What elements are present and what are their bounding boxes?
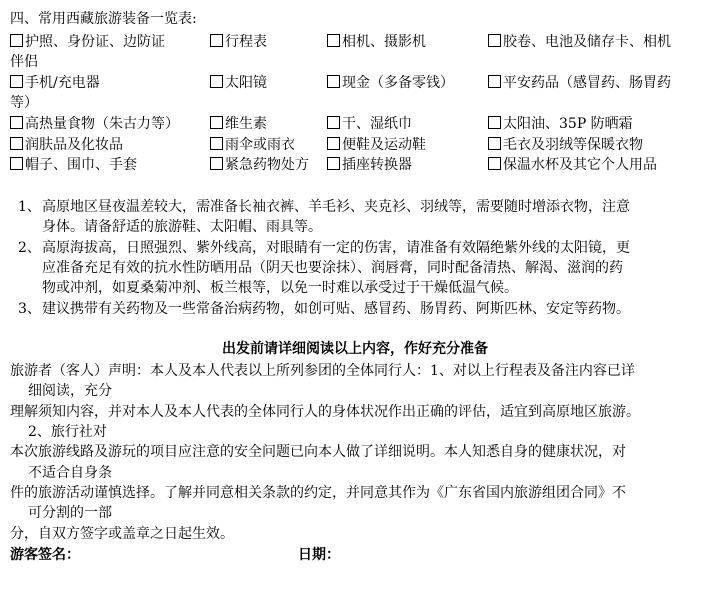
- checkbox[interactable]: [488, 75, 501, 88]
- checkbox[interactable]: [10, 116, 23, 129]
- declaration-text: 2、旅行社对: [28, 424, 107, 440]
- checklist-item[interactable]: 毛衣及羽绒等保暖衣物: [488, 134, 643, 154]
- declaration-text: 可分割的一部: [28, 505, 112, 521]
- checklist-item[interactable]: 护照、身份证、边防证: [10, 31, 165, 51]
- checklist-item[interactable]: 紧急药物处方: [210, 154, 309, 174]
- checkbox[interactable]: [10, 137, 23, 150]
- checkbox[interactable]: [10, 34, 23, 47]
- checkbox[interactable]: [327, 116, 340, 129]
- declaration-text: 本次旅游线路及游玩的项目应注意的安全问题已向本人做了详细说明。本人知悉自身的健康状况，对: [10, 444, 626, 460]
- checklist-item[interactable]: 太阳镜: [210, 72, 267, 92]
- declaration-text: 分，自双方签字或盖章之日起生效。: [10, 526, 234, 542]
- checkbox[interactable]: [488, 116, 501, 129]
- checkbox[interactable]: [210, 157, 223, 170]
- checkbox[interactable]: [327, 157, 340, 170]
- note-text: 应准备充足有效的抗水性防晒用品（阴天也要涂抹）、润唇膏，同时配备清热、解渴、滋润的药: [42, 260, 623, 276]
- checklist-item[interactable]: 手机/充电器: [10, 72, 100, 92]
- note-text: 高原海拔高，日照强烈、紫外线高，对眼睛有一定的伤害，请准备有效隔绝紫外线的太阳镜，更: [42, 240, 630, 256]
- declaration-text: 细阅读，充分: [28, 383, 112, 399]
- checklist-item[interactable]: 帽子、围巾、手套: [10, 154, 137, 174]
- checkbox[interactable]: [327, 137, 340, 150]
- declaration-text: 旅游者（客人）声明：本人及本人代表以上所列参团的全体同行人：1、对以上行程表及备注内容已详: [10, 363, 635, 379]
- checkbox[interactable]: [327, 34, 340, 47]
- note-number: 1、: [18, 199, 41, 215]
- checkbox[interactable]: [210, 34, 223, 47]
- checklist-item[interactable]: 插座转换器: [327, 154, 412, 174]
- checkbox[interactable]: [488, 137, 501, 150]
- checklist-item[interactable]: 平安药品（感冒药、肠胃药: [488, 72, 671, 92]
- section-title: 四、常用西藏旅游装备一览表:: [10, 11, 197, 27]
- checklist-item[interactable]: 胶卷、电池及储存卡、相机: [488, 31, 671, 51]
- checklist-item[interactable]: 维生素: [210, 113, 267, 133]
- note-text: 物或冲剂，如夏桑菊冲剂、板兰根等，以免一时难以承受过于干燥低温气候。: [42, 280, 518, 296]
- note-number: 2、: [18, 240, 41, 256]
- checklist-item[interactable]: 太阳油、35P 防晒霜: [488, 113, 633, 133]
- date-label: 日期：: [298, 547, 340, 563]
- checkbox[interactable]: [327, 75, 340, 88]
- checkbox[interactable]: [488, 34, 501, 47]
- checklist-item[interactable]: 便鞋及运动鞋: [327, 134, 426, 154]
- checklist-item[interactable]: 保温水杯及其它个人用品: [488, 154, 657, 174]
- checklist-item[interactable]: 高热量食物（朱古力等）: [10, 113, 179, 133]
- checkbox[interactable]: [10, 157, 23, 170]
- checkbox[interactable]: [210, 137, 223, 150]
- checklist-wrap-text: 伴侣: [10, 54, 38, 70]
- note-text: 高原地区昼夜温差较大，需准备长袖衣裤、羊毛衫、夹克衫、羽绒等，需要随时增添衣物，注意: [42, 199, 630, 215]
- declaration-text: 件的旅游活动谨慎选择。了解并同意相关条款的约定，并同意其作为《广东省国内旅游组团合同》不: [10, 485, 626, 501]
- checkbox[interactable]: [210, 116, 223, 129]
- checkbox[interactable]: [210, 75, 223, 88]
- checklist-item[interactable]: 润肤品及化妆品: [10, 134, 123, 154]
- checkbox[interactable]: [10, 75, 23, 88]
- note-number: 3、: [18, 301, 41, 317]
- declaration-text: 不适合自身条: [28, 465, 112, 481]
- checklist-item[interactable]: 干、湿纸巾: [327, 113, 412, 133]
- checklist-wrap-text: 等）: [10, 95, 38, 111]
- checklist-item[interactable]: 现金（多备零钱）: [327, 72, 454, 92]
- declaration-text: 理解须知内容，并对本人及本人代表的全体同行人的身体状况作出正确的评估，适宜到高原地区旅游。: [10, 404, 640, 420]
- checklist-item[interactable]: 相机、摄影机: [327, 31, 426, 51]
- signature-label: 游客签名：: [10, 547, 80, 563]
- checklist-item[interactable]: 行程表: [210, 31, 267, 51]
- checkbox[interactable]: [488, 157, 501, 170]
- checklist-item[interactable]: 雨伞或雨衣: [210, 134, 295, 154]
- note-text: 身体。请备舒适的旅游鞋、太阳帽、雨具等。: [42, 219, 322, 235]
- page-heading: 出发前请详细阅读以上内容，作好充分准备: [222, 341, 488, 357]
- note-text: 建议携带有关药物及一些常备治病药物，如创可贴、感冒药、肠胃药、阿斯匹林、安定等药物。: [42, 301, 630, 317]
